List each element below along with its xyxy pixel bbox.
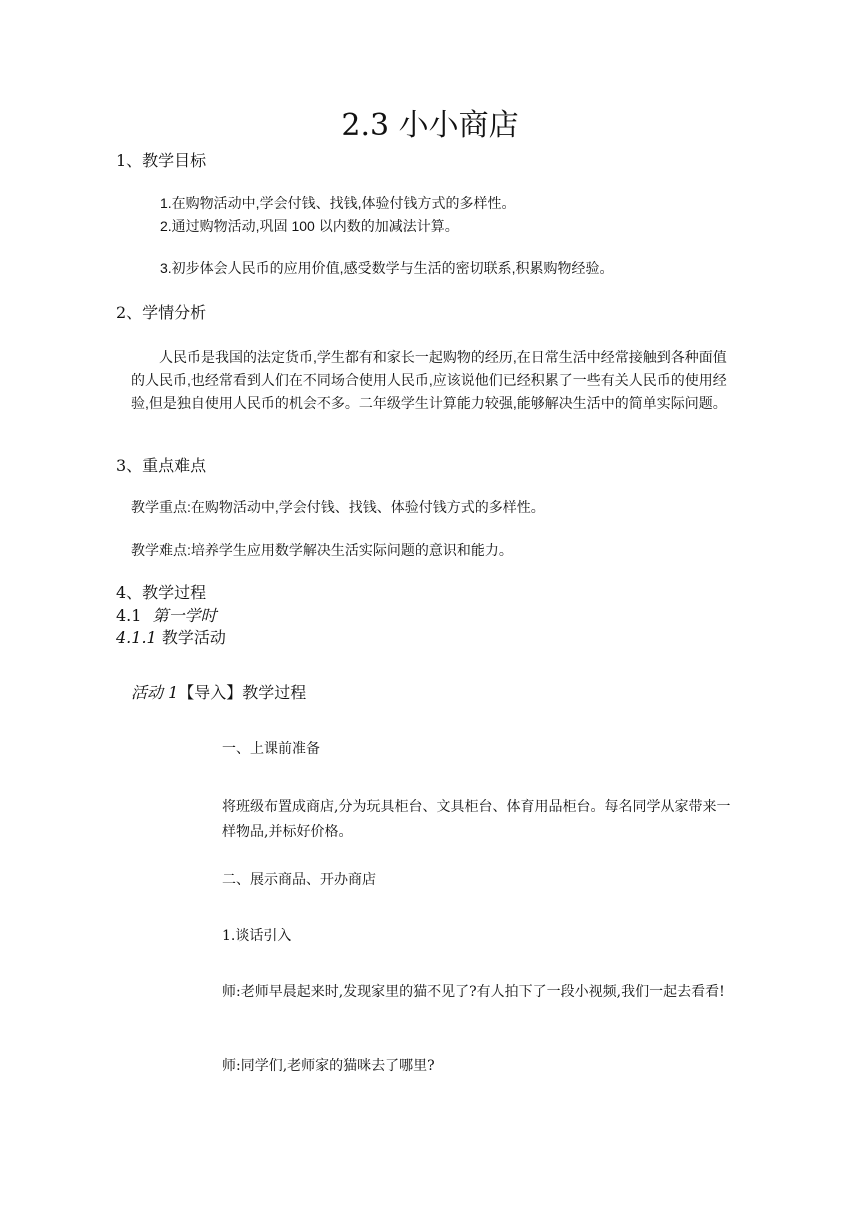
process-line-2: 将班级布置成商店,分为玩具柜台、文具柜台、体育用品柜台。每名同学从家带来一样物品,并标好价格。 — [222, 799, 731, 840]
process-line-3: 二、展示商品、开办商店 — [222, 872, 376, 888]
process-line-6: 师:同学们,老师家的猫咪去了哪里? — [222, 1058, 435, 1074]
subsection-number: 4.1.1 — [116, 628, 157, 647]
section-heading-process: 4、教学过程 — [116, 583, 207, 602]
process-line-1: 一、上课前准备 — [222, 741, 320, 757]
analysis-paragraph: 人民币是我国的法定货币,学生都有和家长一起购物的经历,在日常生活中经常接触到各种面值的人民币,也经常看到人们在不同场合使用人民币,应该说他们已经积累了一些有关人民币的使用经验,但是独自使用人民币的机会不多。二年级学生计算能力较强,能够解决生活中的简单实际问题。 — [131, 349, 727, 411]
subsection-teaching-activity — [116, 628, 226, 647]
section-heading-analysis: 2、学情分析 — [116, 303, 207, 322]
activity-prefix: 活动 1 — [131, 683, 179, 702]
key-point-text: 教学重点:在购物活动中,学会付钱、找钱、体验付钱方式的多样性。 — [131, 499, 545, 515]
subsection-label: 教学活动 — [161, 628, 226, 647]
objective-item-2: 2.通过购物活动,巩固 100 以内数的加减法计算。 — [160, 218, 459, 234]
section-heading-key-points: 3、重点难点 — [116, 456, 207, 475]
section-heading-objectives: 1、教学目标 — [116, 151, 207, 170]
subsection-label: 第一学时 — [152, 606, 217, 625]
document-title: 2.3 小小商店 — [341, 108, 519, 143]
objective-item-3: 3.初步体会人民币的应用价值,感受数学与生活的密切联系,积累购物经验。 — [160, 260, 614, 276]
process-line-5: 师:老师早晨起来时,发现家里的猫不见了?有人拍下了一段小视频,我们一起去看看! — [222, 984, 725, 1000]
activity-label: 教学过程 — [242, 683, 307, 702]
process-line-4: 1.谈话引入 — [222, 928, 292, 944]
activity-heading — [131, 683, 306, 702]
difficult-point-text: 教学难点:培养学生应用数学解决生活实际问题的意识和能力。 — [131, 542, 513, 558]
subsection-first-period — [116, 606, 217, 625]
objective-item-1: 1.在购物活动中,学会付钱、找钱,体验付钱方式的多样性。 — [160, 195, 516, 211]
activity-bracket: 【导入】 — [178, 683, 243, 702]
subsection-number: 4.1 — [116, 606, 142, 625]
